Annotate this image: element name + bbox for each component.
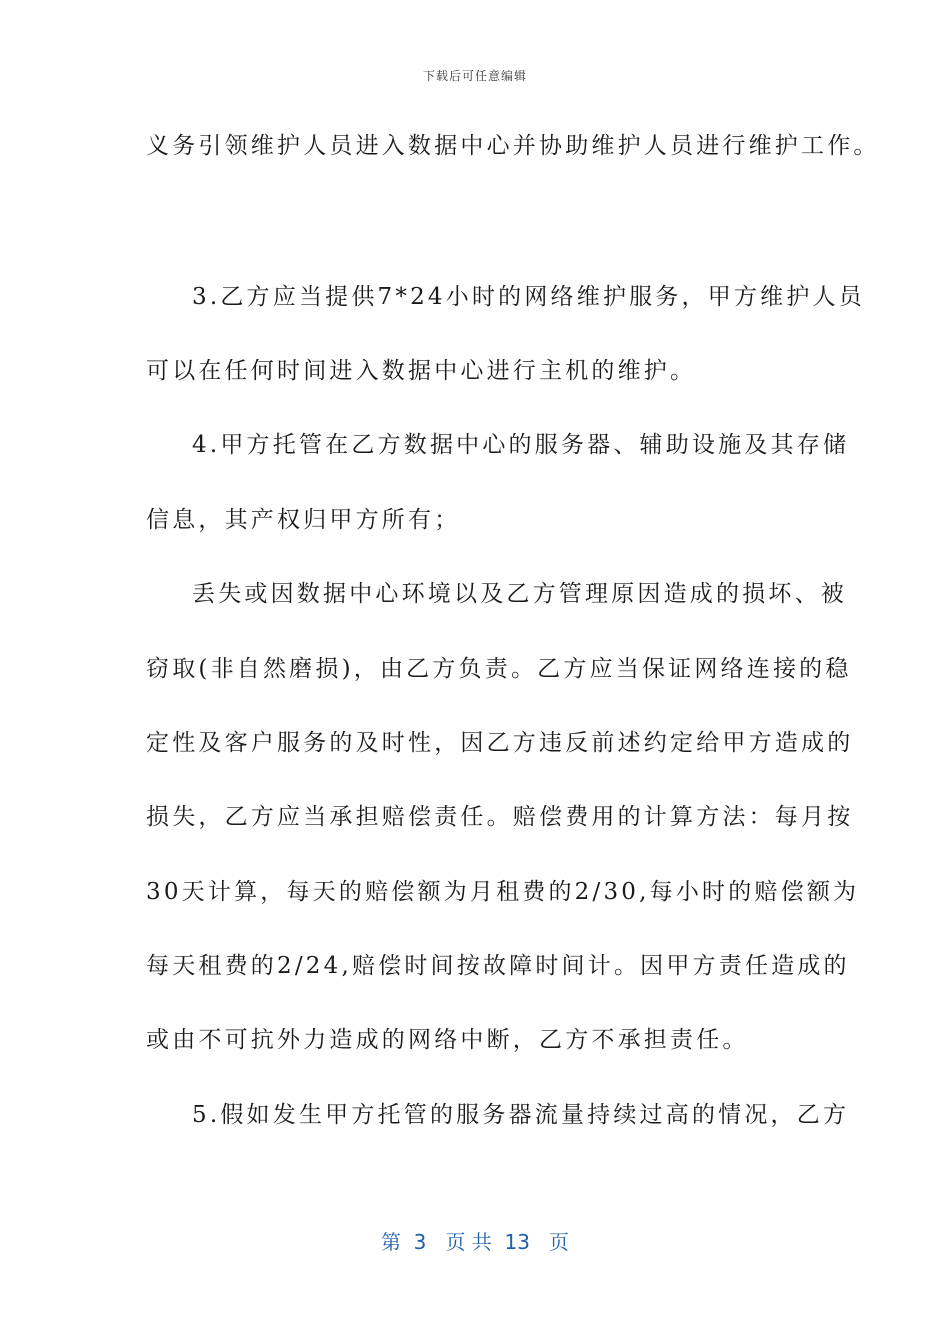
body-line-5: 信息，其产权归甲方所有； [146,507,461,533]
header-note: 下载后可任意编辑 [422,69,527,83]
body-line-11: 每天租费的2/24,赔偿时间按故障时间计。因甲方责任造成的 [146,953,850,979]
page-number-footer: 第 3 页 共 13 页 [380,1230,570,1254]
body-line-4: 4.甲方托管在乙方数据中心的服务器、辅助设施及其存储 [192,432,850,458]
body-line-6: 丢失或因数据中心环境以及乙方管理原因造成的损坏、被 [192,581,847,607]
body-line-10: 30天计算，每天的赔偿额为月租费的2/30,每小时的赔偿额为 [146,879,860,905]
body-line-8: 定性及客户服务的及时性，因乙方违反前述约定给甲方造成的 [146,730,854,756]
body-line-13: 5.假如发生甲方托管的服务器流量持续过高的情况，乙方 [192,1102,850,1128]
body-line-12: 或由不可抗外力造成的网络中断，乙方不承担责任。 [146,1027,749,1053]
body-line-1: 义务引领维护人员进入数据中心并协助维护人员进行维护工作。 [146,133,880,159]
body-line-7: 窃取(非自然磨损)，由乙方负责。乙方应当保证网络连接的稳 [146,656,852,682]
body-line-3: 可以在任何时间进入数据中心进行主机的维护。 [146,358,697,384]
body-line-2: 3.乙方应当提供7*24小时的网络维护服务，甲方维护人员 [192,284,865,310]
body-line-9: 损失，乙方应当承担赔偿责任。赔偿费用的计算方法：每月按 [146,804,854,830]
